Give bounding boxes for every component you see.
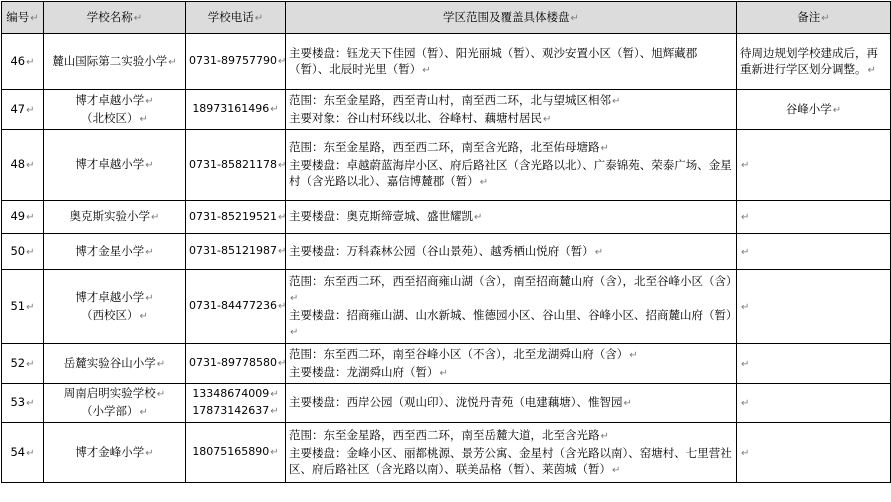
phone-line <box>189 386 282 403</box>
district-scope <box>286 270 737 344</box>
paragraph-mark-icon: ↵ <box>270 389 279 400</box>
phone-text: 0731-89757790 <box>189 54 277 67</box>
scope-text: 范围：东至金星路，西至西二环，南至岳麓大道，北至含光路 <box>289 427 600 442</box>
paragraph-mark-icon: ↵ <box>832 104 842 116</box>
scope-line <box>289 273 738 307</box>
school-name-line <box>47 307 182 325</box>
phone-line <box>189 243 287 260</box>
phone-line <box>189 209 287 226</box>
district-scope <box>286 201 737 234</box>
scope-line <box>289 394 733 412</box>
paragraph-mark-icon: ↵ <box>422 64 431 76</box>
row-number-text: 46 <box>10 53 26 68</box>
remark <box>737 234 891 270</box>
paragraph-mark-icon: ↵ <box>270 447 279 458</box>
phone-line <box>189 444 282 461</box>
phone-line <box>189 355 287 372</box>
district-scope <box>286 384 737 423</box>
paragraph-mark-icon: ↵ <box>156 358 166 370</box>
phone-line <box>189 298 287 315</box>
school-name-text: 博才卓越小学 <box>75 289 145 304</box>
school-name-line <box>47 385 182 403</box>
phone-text: 0731-84477236 <box>189 299 277 312</box>
header-note <box>737 2 891 34</box>
paragraph-mark-icon: ↵ <box>741 358 750 370</box>
row-number-text: 53 <box>10 395 26 409</box>
remark <box>737 384 891 423</box>
paragraph-mark-icon: ↵ <box>156 389 166 400</box>
paragraph-mark-icon: ↵ <box>26 398 35 409</box>
paragraph-mark-icon: ↵ <box>277 358 287 369</box>
scope-line <box>289 445 733 479</box>
school-name <box>44 34 186 90</box>
school-name <box>44 130 186 201</box>
school-name-text: 博才金峰小学 <box>75 444 145 459</box>
paragraph-mark-icon: ↵ <box>623 398 632 409</box>
school-district-table <box>1 1 891 483</box>
school-name-line <box>47 403 182 421</box>
phone-text: 13348674009 <box>192 387 270 400</box>
phone-line <box>189 53 287 70</box>
paragraph-mark-icon: ↵ <box>600 430 609 442</box>
table-row <box>2 130 891 201</box>
row-number <box>2 234 44 270</box>
header-note-label: 备注 <box>797 9 821 24</box>
scope-text: 范围：东至西二环，西至招商雍山湖（含），南至招商麓山府（含），北至谷峰小区（含） <box>289 273 738 288</box>
scope-line <box>289 208 733 226</box>
paragraph-mark-icon: ↵ <box>277 211 287 223</box>
paragraph-mark-icon: ↵ <box>741 398 750 409</box>
remark <box>737 344 891 384</box>
remark-line <box>740 101 887 119</box>
school-name <box>44 423 186 483</box>
remark <box>737 130 891 201</box>
paragraph-mark-icon: ↵ <box>151 212 160 223</box>
row-number <box>2 344 44 384</box>
paragraph-mark-icon: ↵ <box>821 12 830 24</box>
paragraph-mark-icon: ↵ <box>474 212 483 223</box>
remark-line <box>740 45 887 79</box>
paragraph-mark-icon: ↵ <box>741 160 750 171</box>
scope-line <box>289 157 733 191</box>
remark-text: 谷峰小学 <box>785 101 832 116</box>
paragraph-mark-icon: ↵ <box>277 56 287 67</box>
school-name-text: 奥克斯实验小学 <box>69 209 151 223</box>
district-scope <box>286 34 737 90</box>
header-name-label: 学校名称 <box>86 9 133 24</box>
scope-text: 主要楼盘：钰龙天下佳园（暂）、阳光丽城（暂）、观沙安置小区（暂）、旭辉藏郡（暂）、北辰时光里（暂） <box>289 45 698 76</box>
row-number <box>2 423 44 483</box>
school-campus-text: （北校区） <box>81 110 139 125</box>
header-no-label: 编号 <box>6 9 30 24</box>
paragraph-mark-icon: ↵ <box>570 12 579 24</box>
school-name-text: 博才金星小学 <box>75 243 145 258</box>
school-phone <box>186 384 286 423</box>
scope-line <box>289 139 733 157</box>
row-number-text: 50 <box>10 243 26 258</box>
school-name-line <box>47 289 182 307</box>
paragraph-mark-icon: ↵ <box>26 358 35 370</box>
phone-text: 0731-89778580 <box>189 356 277 369</box>
row-number-text: 47 <box>10 101 26 116</box>
paragraph-mark-icon: ↵ <box>133 12 143 24</box>
phone-text: 0731-85121987 <box>189 244 277 257</box>
school-name-line <box>47 208 182 226</box>
paragraph-mark-icon: ↵ <box>543 113 552 125</box>
school-name-text: 博才卓越小学 <box>75 92 145 107</box>
scope-line <box>289 364 733 382</box>
paragraph-mark-icon: ↵ <box>254 12 264 24</box>
paragraph-mark-icon: ↵ <box>30 12 39 24</box>
scope-line <box>289 243 733 261</box>
row-number-text: 51 <box>10 298 26 313</box>
district-scope <box>286 423 737 483</box>
table-row <box>2 234 891 270</box>
district-scope <box>286 234 737 270</box>
row-number <box>2 384 44 423</box>
paragraph-mark-icon: ↵ <box>26 246 35 258</box>
scope-line <box>289 45 733 79</box>
paragraph-mark-icon: ↵ <box>439 367 448 379</box>
school-phone <box>186 201 286 234</box>
paragraph-mark-icon: ↵ <box>290 292 299 304</box>
paragraph-mark-icon: ↵ <box>145 95 154 107</box>
scope-text: 主要楼盘：龙湖舜山府（暂） <box>289 364 439 379</box>
school-phone <box>186 130 286 201</box>
school-name-line <box>47 355 182 373</box>
header-no <box>2 2 44 34</box>
school-campus-text: （小学部） <box>81 404 139 418</box>
remark <box>737 270 891 344</box>
paragraph-mark-icon: ↵ <box>277 301 287 312</box>
paragraph-mark-icon: ↵ <box>594 246 604 258</box>
scope-line <box>289 427 733 445</box>
paragraph-mark-icon: ↵ <box>26 160 35 171</box>
scope-text: 范围：东至金星路，西至青山村，南至西二环，北与望城区相邻 <box>289 92 611 107</box>
paragraph-mark-icon: ↵ <box>277 159 287 171</box>
scope-line <box>289 92 733 110</box>
paragraph-mark-icon: ↵ <box>26 301 35 313</box>
remark <box>737 34 891 90</box>
scope-text: 主要对象：谷山村环线以北、谷峰村、藕塘村居民 <box>289 110 542 125</box>
school-name-text: 博才卓越小学 <box>75 157 145 171</box>
school-name-text: 周南启明实验学校 <box>63 386 156 400</box>
paragraph-mark-icon: ↵ <box>145 246 154 258</box>
school-name <box>44 201 186 234</box>
row-number-text: 49 <box>10 209 26 223</box>
paragraph-mark-icon: ↵ <box>612 464 621 476</box>
school-phone <box>186 90 286 130</box>
school-name-line <box>47 243 182 261</box>
paragraph-mark-icon: ↵ <box>277 246 287 257</box>
paragraph-mark-icon: ↵ <box>145 160 154 171</box>
paragraph-mark-icon: ↵ <box>629 349 638 361</box>
row-number <box>2 201 44 234</box>
scope-text: 主要楼盘：万科森林公园（谷山景苑）、越秀栖山悦府（暂） <box>289 243 594 258</box>
school-name-line <box>47 92 182 110</box>
scope-text: 主要楼盘：招商雍山湖、山水新城、惟德园小区、谷山里、谷峰小区、招商麓山府（暂） <box>289 307 738 322</box>
school-phone <box>186 344 286 384</box>
school-name-text: 麓山国际第二实验小学 <box>52 53 168 68</box>
scope-text: 主要楼盘：金峰小区、丽都桃源、景芳公寓、金星村（含光路以南）、窑塘村、七里营社区、府后路社区（含光路以南）、联美品格（暂）、莱茵城（暂） <box>289 445 732 476</box>
school-phone <box>186 234 286 270</box>
paragraph-mark-icon: ↵ <box>26 104 35 116</box>
row-number-text: 48 <box>10 157 26 171</box>
paragraph-mark-icon: ↵ <box>867 64 876 76</box>
table-row <box>2 90 891 130</box>
paragraph-mark-icon: ↵ <box>290 326 299 338</box>
paragraph-mark-icon: ↵ <box>26 212 35 223</box>
remark <box>737 90 891 130</box>
remark-text: 待周边规划学校建成后，再重新进行学区划分调整。 <box>740 45 878 76</box>
header-scope-label: 学区范围及覆盖具体楼盘 <box>443 9 570 24</box>
school-name <box>44 90 186 130</box>
scope-text: 范围：东至金星路，西至西二环，南至含光路，北至佑母塘路 <box>289 140 600 154</box>
paragraph-mark-icon: ↵ <box>270 406 279 417</box>
paragraph-mark-icon: ↵ <box>26 447 35 459</box>
paragraph-mark-icon: ↵ <box>26 56 35 68</box>
row-number-text: 54 <box>10 444 26 459</box>
paragraph-mark-icon: ↵ <box>600 143 609 154</box>
paragraph-mark-icon: ↵ <box>168 56 177 68</box>
school-phone <box>186 270 286 344</box>
scope-line <box>289 110 733 128</box>
phone-text: 0731-85219521 <box>189 209 277 223</box>
school-phone <box>186 423 286 483</box>
header-scope <box>286 2 737 34</box>
table-row <box>2 270 891 344</box>
school-name-line <box>47 53 182 71</box>
paragraph-mark-icon: ↵ <box>139 407 148 418</box>
phone-text: 18075165890 <box>192 445 270 458</box>
scope-text: 主要楼盘：卓越蔚蓝海岸小区、府后路社区（含光路以北）、广泰锦苑、荣泰广场、金星村（含光路以北）、嘉信博麓郡（暂） <box>289 158 732 188</box>
school-campus-text: （西校区） <box>81 307 139 322</box>
row-number-text: 52 <box>10 355 26 370</box>
header-row <box>2 2 891 34</box>
scope-text: 主要楼盘：西岸公园（观山印）、泷悦丹青苑（电建藕塘）、惟智园 <box>289 395 623 409</box>
paragraph-mark-icon: ↵ <box>145 292 154 304</box>
school-name <box>44 234 186 270</box>
table-row <box>2 344 891 384</box>
school-name-text: 岳麓实验谷山小学 <box>63 355 156 370</box>
scope-text: 主要楼盘：奥克斯缔壹城、盛世耀凯 <box>289 209 473 223</box>
district-scope <box>286 344 737 384</box>
table-row <box>2 423 891 483</box>
school-name-line <box>47 110 182 128</box>
school-name <box>44 270 186 344</box>
table-row <box>2 384 891 423</box>
scope-line <box>289 307 738 341</box>
row-number <box>2 90 44 130</box>
phone-text: 0731-85821178 <box>189 157 277 171</box>
paragraph-mark-icon: ↵ <box>741 447 750 459</box>
phone-text: 18973161496 <box>192 102 270 115</box>
school-phone <box>186 34 286 90</box>
paragraph-mark-icon: ↵ <box>139 113 148 125</box>
phone-line <box>189 157 287 174</box>
school-name <box>44 384 186 423</box>
row-number <box>2 270 44 344</box>
paragraph-mark-icon: ↵ <box>741 212 750 223</box>
header-name <box>44 2 186 34</box>
header-phone-label: 学校电话 <box>207 9 254 24</box>
header-phone <box>186 2 286 34</box>
row-number <box>2 34 44 90</box>
phone-text: 17873142637 <box>192 404 270 417</box>
district-scope <box>286 90 737 130</box>
paragraph-mark-icon: ↵ <box>270 104 279 115</box>
school-name-line <box>47 156 182 174</box>
table-row <box>2 34 891 90</box>
district-scope <box>286 130 737 201</box>
paragraph-mark-icon: ↵ <box>145 447 154 459</box>
paragraph-mark-icon: ↵ <box>741 246 750 258</box>
scope-line <box>289 346 733 364</box>
row-number <box>2 130 44 201</box>
phone-line <box>189 403 282 420</box>
paragraph-mark-icon: ↵ <box>741 301 750 313</box>
school-name <box>44 344 186 384</box>
scope-text: 范围：东至西二环，南至谷峰小区（不含），北至龙湖舜山府（含） <box>289 346 629 361</box>
remark <box>737 201 891 234</box>
table-row <box>2 201 891 234</box>
paragraph-mark-icon: ↵ <box>612 95 621 107</box>
paragraph-mark-icon: ↵ <box>139 310 148 322</box>
remark <box>737 423 891 483</box>
phone-line <box>189 101 282 118</box>
school-name-line <box>47 444 182 462</box>
paragraph-mark-icon: ↵ <box>479 177 489 188</box>
